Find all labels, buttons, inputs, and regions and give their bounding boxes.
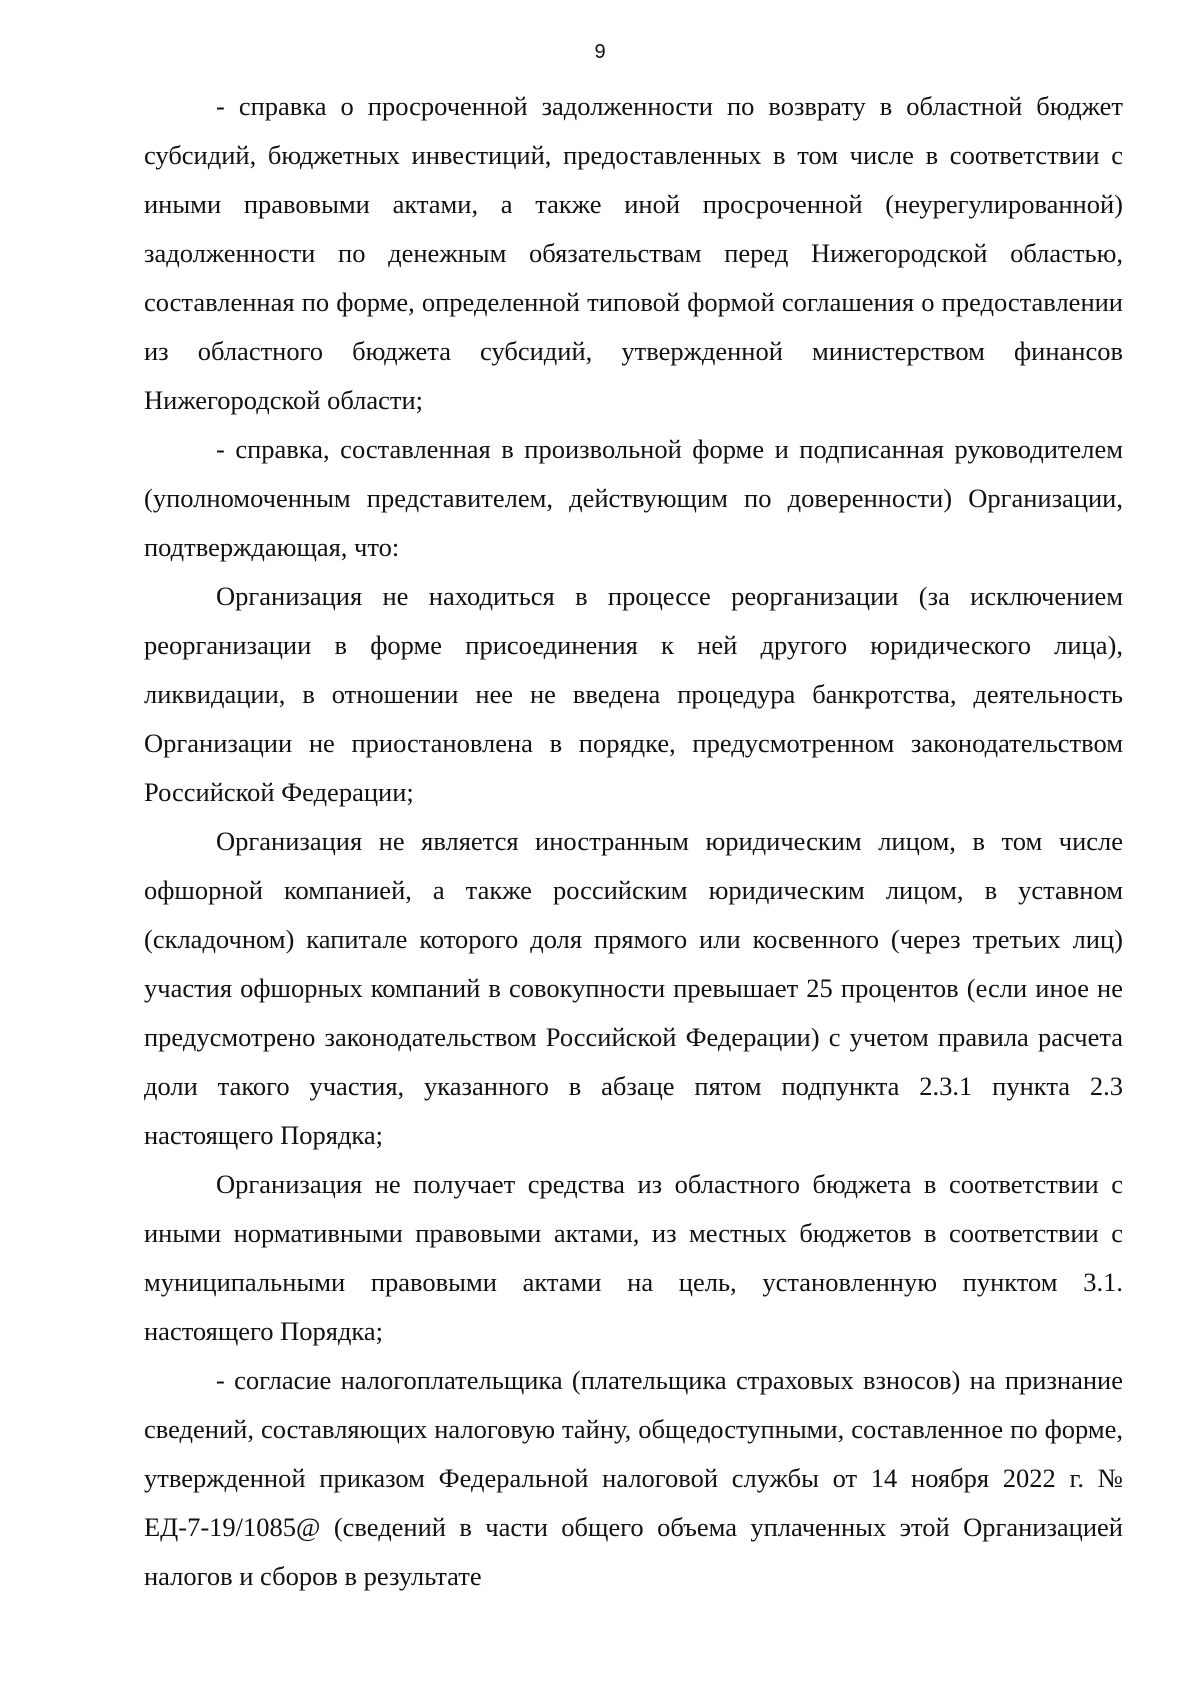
page-number: 9 (594, 41, 606, 63)
paragraph-not-foreign-entity: Организация не является иностранным юридическим лицом, в том числе офшорной компанией, а также российским юридическим лицом, в уставном (складочном) капитале которого доля прямого или косвенного (через третьих лиц) участия офшорных компаний в совокупности превышает 25 процентов (если иное не предусмотрено законодательством Российской Федерации) с учетом правила расчета доли такого участия, указанного в абзаце пятом подпункта 2.3.1 пункта 2.3 настоящего Порядка; (144, 826, 1123, 1150)
paragraph-arbitrary-form-certificate: - справка, составленная в произвольной форме и подписанная руководителем (уполномоченным представителем, действующим по доверенности) Организации, подтверждающая, что: (144, 434, 1123, 562)
paragraph-taxpayer-consent: - согласие налогоплательщика (плательщика страховых взносов) на признание сведений, составляющих налоговую тайну, общедоступными, составленное по форме, утвержденной приказом Федеральной налоговой службы от 14 ноября 2022 г. № ЕД-7-19/1085@ (сведений в части общего объема уплаченных этой Организацией налогов и сборов в результате (144, 1365, 1123, 1591)
document-body (144, 82, 1123, 1601)
paragraph-debt-certificate: - справка о просроченной задолженности по возврату в областной бюджет субсидий, бюджетных инвестиций, предоставленных в том числе в соответствии с иными правовыми актами, а также иной просроченной (неурегулированной) задолженности по денежным обязательствам перед Нижегородской областью, составленная по форме, определенной типовой формой соглашения о предоставлении из областного бюджета субсидий, утвержденной министерством финансов Нижегородской области; (144, 91, 1123, 415)
paragraph-no-other-funding: Организация не получает средства из областного бюджета в соответствии с иными нормативными правовыми актами, из местных бюджетов в соответствии с муниципальными правовыми актами на цель, установленную пунктом 3.1. настоящего Порядка; (144, 1169, 1123, 1346)
paragraph-no-reorganization: Организация не находиться в процессе реорганизации (за исключением реорганизации в форме присоединения к ней другого юридического лица), ликвидации, в отношении нее не введена процедура банкротства, деятельность Организации не приостановлена в порядке, предусмотренном законодательством Российской Федерации; (144, 581, 1123, 807)
